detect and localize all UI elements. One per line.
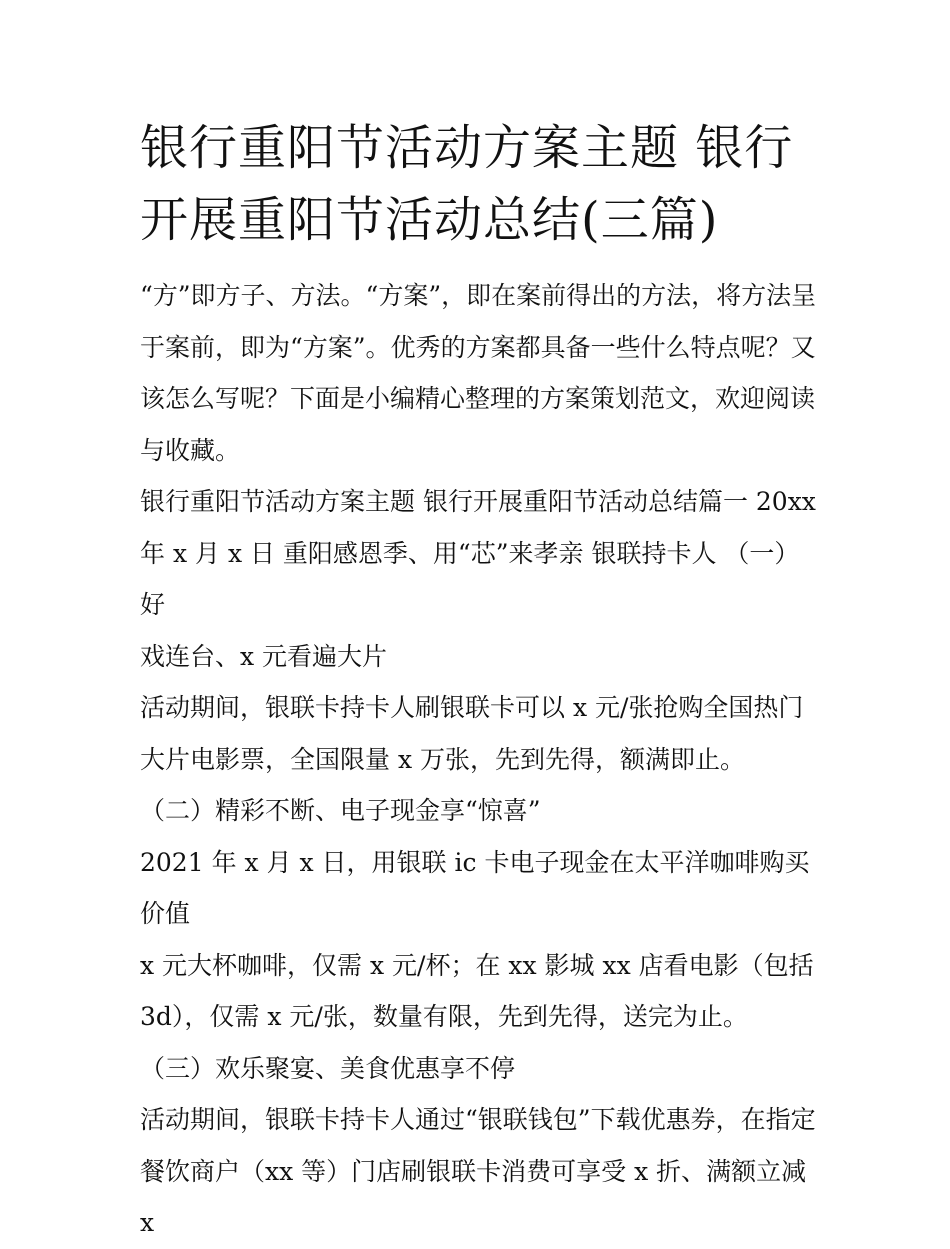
section-one-heading-paragraph: 银行重阳节活动方案主题 银行开展重阳节活动总结篇一 20xx 年 x 月 x 日 重阳感恩季、用“芯”来孝亲 银联持卡人 （一）好 戏连台、x 元看遍大片 [140,487,816,671]
section-two-heading: （二）精彩不断、电子现金享“惊喜” [140,796,541,825]
document-title: 银行重阳节活动方案主题 银行 开展重阳节活动总结(三篇) [140,120,794,248]
document-body [140,270,820,1249]
document-page [140,112,820,1249]
dining-coupon-paragraph: 活动期间，银联卡持卡人通过“银联钱包”下载优惠券，在指定 餐饮商户（xx 等）门店刷银联卡消费可享受 x 折、满额立减 x [140,1105,816,1237]
intro-paragraph: “方”即方子、方法。“方案”，即在案前得出的方法，将方法呈 于案前，即为“方案”。优秀的方案都具备一些什么特点呢？又 该怎么写呢？下面是小编精心整理的方案策划范文，欢迎阅读 与收藏。 [140,281,817,465]
electronic-cash-paragraph: 2021 年 x 月 x 日，用银联 ic 卡电子现金在太平洋咖啡购买价值 x 元大杯咖啡，仅需 x 元/杯；在 xx 影城 xx 店看电影（包括 3d），仅需 x 元/张，数量有限，先到先得，送完为止。 [140,847,814,1031]
movie-ticket-paragraph: 活动期间，银联卡持卡人刷银联卡可以 x 元/张抢购全国热门 大片电影票，全国限量 x 万张，先到先得，额满即止。 [140,693,804,774]
section-three-heading: （三）欢乐聚宴、美食优惠享不停 [140,1053,516,1083]
